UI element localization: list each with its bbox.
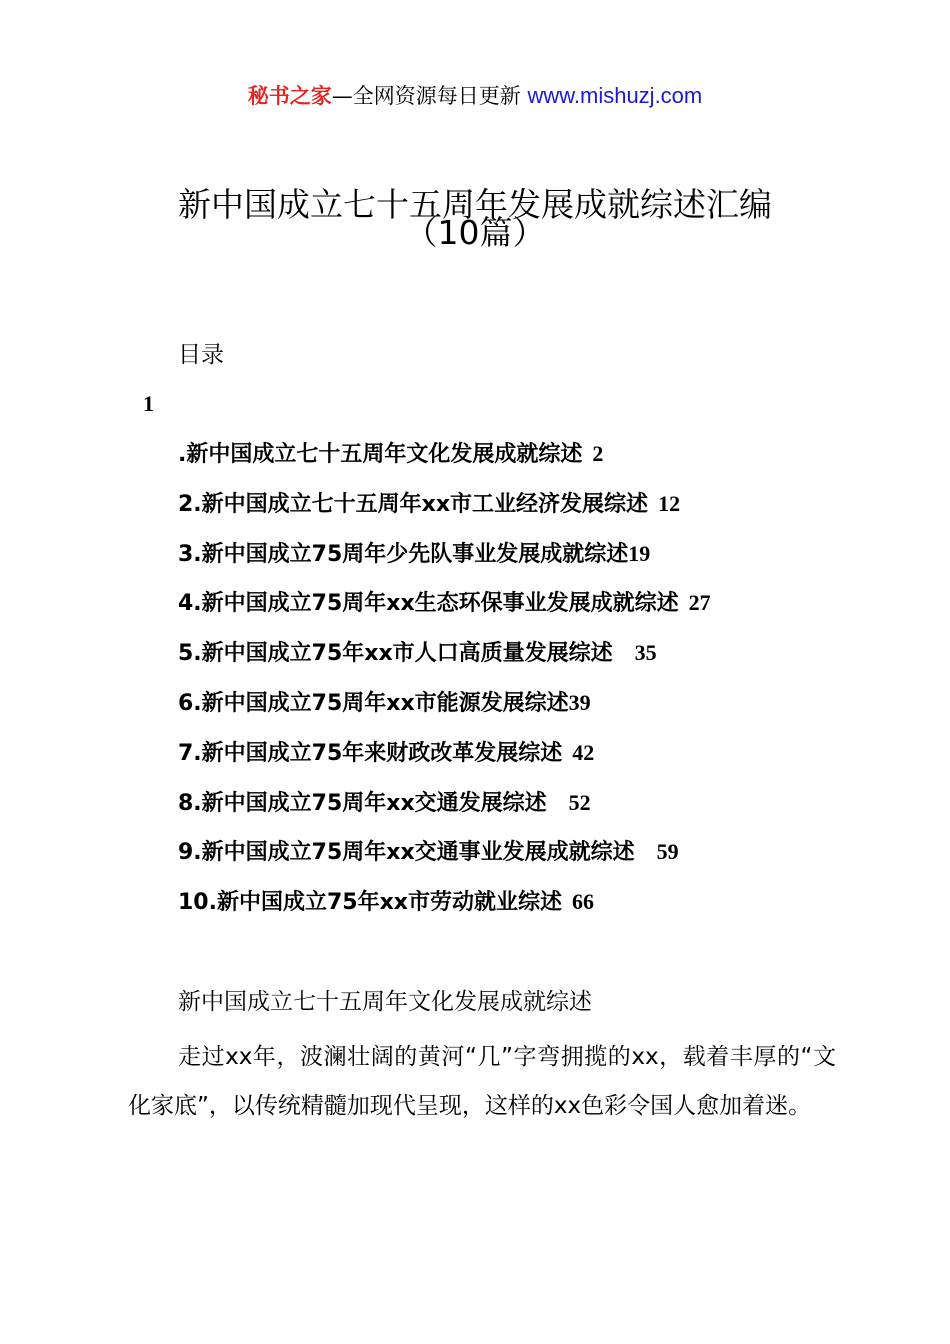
toc-item-page: 27 [688, 590, 711, 616]
toc-item-page: 2 [592, 441, 604, 466]
toc-item-title: 10.新中国成立75年xx市劳动就业综述 [178, 890, 562, 916]
toc-item-page: 42 [572, 739, 595, 765]
toc-item[interactable] [178, 685, 711, 735]
toc-item-title: 3.新中国成立75周年少先队事业发展成就综述 [178, 541, 629, 567]
toc-item-title: 7.新中国成立75年来财政改革发展综述 [178, 740, 563, 766]
toc-item[interactable] [178, 486, 711, 536]
header-tagline: —全网资源每日更新 [331, 84, 521, 108]
toc-item[interactable] [178, 635, 711, 685]
toc-item-page: 12 [658, 490, 681, 516]
toc-item-page: 59 [656, 839, 679, 865]
toc-item-title: 8.新中国成立75周年xx交通发展综述 [178, 790, 547, 816]
brand-name: 秘书之家 [247, 84, 332, 108]
toc-item[interactable] [178, 536, 711, 586]
section-paragraph: 走过xx年，波澜壮阔的黄河“几”字弯拥揽的xx，载着丰厚的“文化家底”，以传统精髓加现代呈现，这样的xx色彩令国人愈加着迷。 [128, 1044, 836, 1119]
toc-item-page: 35 [634, 640, 657, 666]
toc-item[interactable] [178, 735, 711, 785]
toc-item-title: 6.新中国成立75周年xx市能源发展综述 [178, 690, 569, 716]
toc-item-title: 2.新中国成立七十五周年xx市工业经济发展综述 [178, 491, 649, 517]
toc-item[interactable] [178, 834, 711, 884]
toc-item-title: 9.新中国成立75周年xx交通事业发展成就综述 [178, 840, 635, 866]
toc-item-page: 19 [628, 540, 651, 566]
site-header [0, 80, 950, 112]
toc-item-page: 39 [568, 689, 591, 715]
section-title: 新中国成立七十五周年文化发展成就综述 [178, 989, 592, 1015]
toc-item-title: .新中国成立七十五周年文化发展成就综述 [178, 442, 583, 467]
toc-item[interactable] [178, 785, 711, 835]
toc-first-number: 1 [143, 391, 154, 416]
toc-item-title: 4.新中国成立75周年xx生态环保事业发展成就综述 [178, 591, 679, 617]
toc-item-page: 66 [571, 889, 594, 915]
document-title: 新中国成立七十五周年发展成就综述汇编 [178, 185, 772, 224]
document-subtitle: （10篇） [404, 213, 546, 252]
toc-heading: 目录 [178, 342, 224, 368]
toc-item-title: 5.新中国成立75年xx市人口高质量发展综述 [178, 641, 613, 667]
table-of-contents [178, 436, 711, 934]
toc-item[interactable] [178, 884, 711, 934]
toc-item-page: 52 [568, 789, 591, 815]
site-url-link[interactable]: www.mishuzj.com [527, 83, 703, 108]
toc-item[interactable] [178, 585, 711, 635]
toc-item[interactable] [178, 436, 711, 486]
